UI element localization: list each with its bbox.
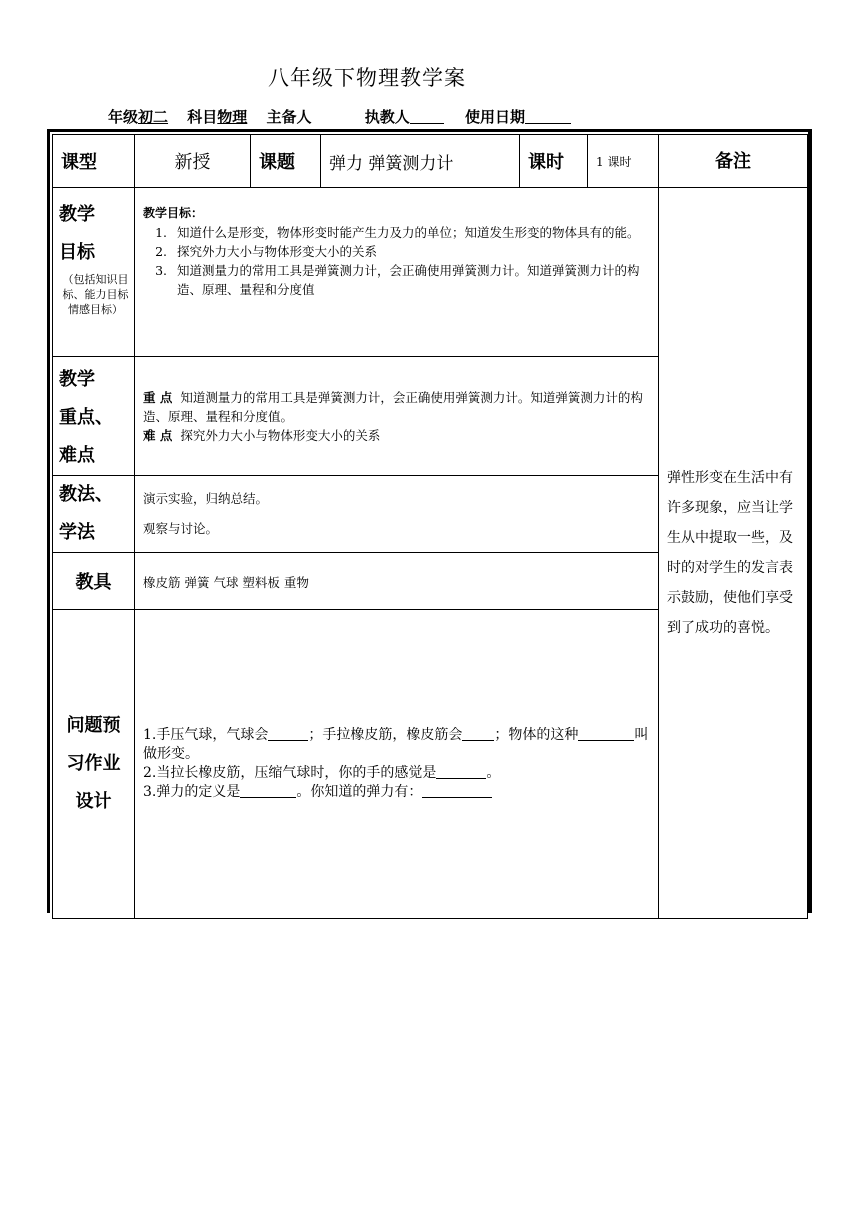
document-title: 八年级下物理教学案 (268, 66, 466, 90)
goal-item: 2. 探究外力大小与物体形变大小的关系 (171, 242, 650, 261)
question-3-text-a: 3.弹力的定义是 (143, 784, 241, 800)
preview-label-line2: 习作业 (66, 753, 121, 774)
goals-label-line1: 教学 (59, 204, 95, 225)
key-points-content (135, 357, 659, 476)
question-1-text-c: ；物体的这种 (494, 727, 579, 743)
answer-blank (436, 764, 486, 779)
methods-line: 演示实验，归纳总结。 (143, 491, 269, 506)
goal-item: 1. 知道什么是形变，物体形变时能产生力及力的单位；知道发生形变的物体具有的能。 (171, 223, 650, 242)
key-points-label-line2: 重点、 (59, 407, 113, 428)
key-point-line (143, 388, 650, 426)
goals-content (135, 188, 659, 357)
answer-blank (240, 783, 296, 798)
methods-line: 观察与讨论。 (143, 521, 219, 536)
teacher-label: 执教人 (364, 108, 410, 126)
question-3-text-b: 。你知道的弹力有： (296, 784, 423, 800)
goals-label-sub: （包括知识目标、能力目标情感目标） (62, 273, 129, 316)
subject-label: 科目 (187, 108, 218, 126)
goals-row (53, 188, 808, 357)
key-points-label-cell (53, 357, 135, 476)
preview-label-cell (53, 610, 135, 919)
goal-item: 3. 知道测量力的常用工具是弹簧测力计，会正确使用弹簧测力计。知道弹簧测力计的构造、原理、量程和分度值 (171, 261, 650, 299)
methods-label-cell (53, 476, 135, 553)
grade-value: 初二 (138, 108, 169, 126)
hours-label: 课时 (520, 135, 588, 188)
difficult-point-text: 探究外力大小与物体形变大小的关系 (180, 427, 381, 443)
key-point-label: 重 点 (143, 389, 173, 405)
lesson-plan-table (52, 134, 808, 919)
goals-heading: 教学目标： (143, 206, 204, 220)
question-2 (143, 764, 650, 783)
question-2-text-a: 2.当拉长橡皮筋，压缩气球时，你的手的感觉是 (143, 765, 437, 781)
topic-label: 课题 (251, 135, 321, 188)
preview-content (135, 610, 659, 919)
goals-list (143, 223, 650, 299)
topic-value: 弹力 弹簧测力计 (321, 135, 520, 188)
question-1-text-b: ；手拉橡皮筋，橡皮筋会 (308, 727, 463, 743)
difficult-point-line (143, 426, 650, 445)
header-row (53, 135, 808, 188)
goals-label-line2: 目标 (59, 242, 95, 263)
date-label: 使用日期 (465, 108, 526, 126)
lesson-type-label: 课型 (53, 135, 135, 188)
methods-content (135, 476, 659, 553)
key-points-label-line3: 难点 (59, 445, 95, 466)
document-meta-line (108, 106, 571, 127)
lesson-type-value: 新授 (135, 135, 251, 188)
key-point-text: 知道测量力的常用工具是弹簧测力计，会正确使用弹簧测力计。知道弹簧测力计的构造、原理、量程和分度值。 (143, 389, 643, 424)
teacher-blank (410, 109, 444, 124)
notes-label: 备注 (659, 135, 808, 188)
answer-blank (268, 726, 308, 741)
notes-cell: 弹性形变在生活中有许多现象，应当让学生从中提取一些，及时的对学生的发言表示鼓励，使他们享受到了成功的喜悦。 (659, 188, 808, 919)
question-1-text-d: 叫做形变。 (143, 727, 649, 762)
question-1 (143, 726, 650, 764)
preview-label-line1: 问题预 (66, 715, 121, 736)
preview-label-line3: 设计 (75, 791, 112, 812)
key-points-label-line1: 教学 (59, 369, 95, 390)
date-blank (525, 109, 571, 124)
answer-blank (578, 726, 634, 741)
question-3 (143, 783, 650, 802)
answer-blank (422, 783, 492, 798)
grade-label: 年级 (108, 108, 139, 126)
answer-blank (462, 726, 494, 741)
preparer-label: 主备人 (266, 108, 312, 126)
methods-label-line1: 教法、 (59, 484, 113, 505)
methods-label-line2: 学法 (59, 522, 95, 543)
tools-label: 教具 (53, 553, 135, 610)
question-1-text-a: 1.手压气球，气球会 (143, 727, 269, 743)
subject-value: 物理 (217, 108, 248, 126)
hours-value: 1 课时 (588, 135, 659, 188)
goals-label-cell (53, 188, 135, 357)
question-2-text-b: 。 (486, 765, 501, 781)
tools-content: 橡皮筋 弹簧 气球 塑料板 重物 (135, 553, 659, 610)
difficult-point-label: 难 点 (143, 427, 173, 443)
